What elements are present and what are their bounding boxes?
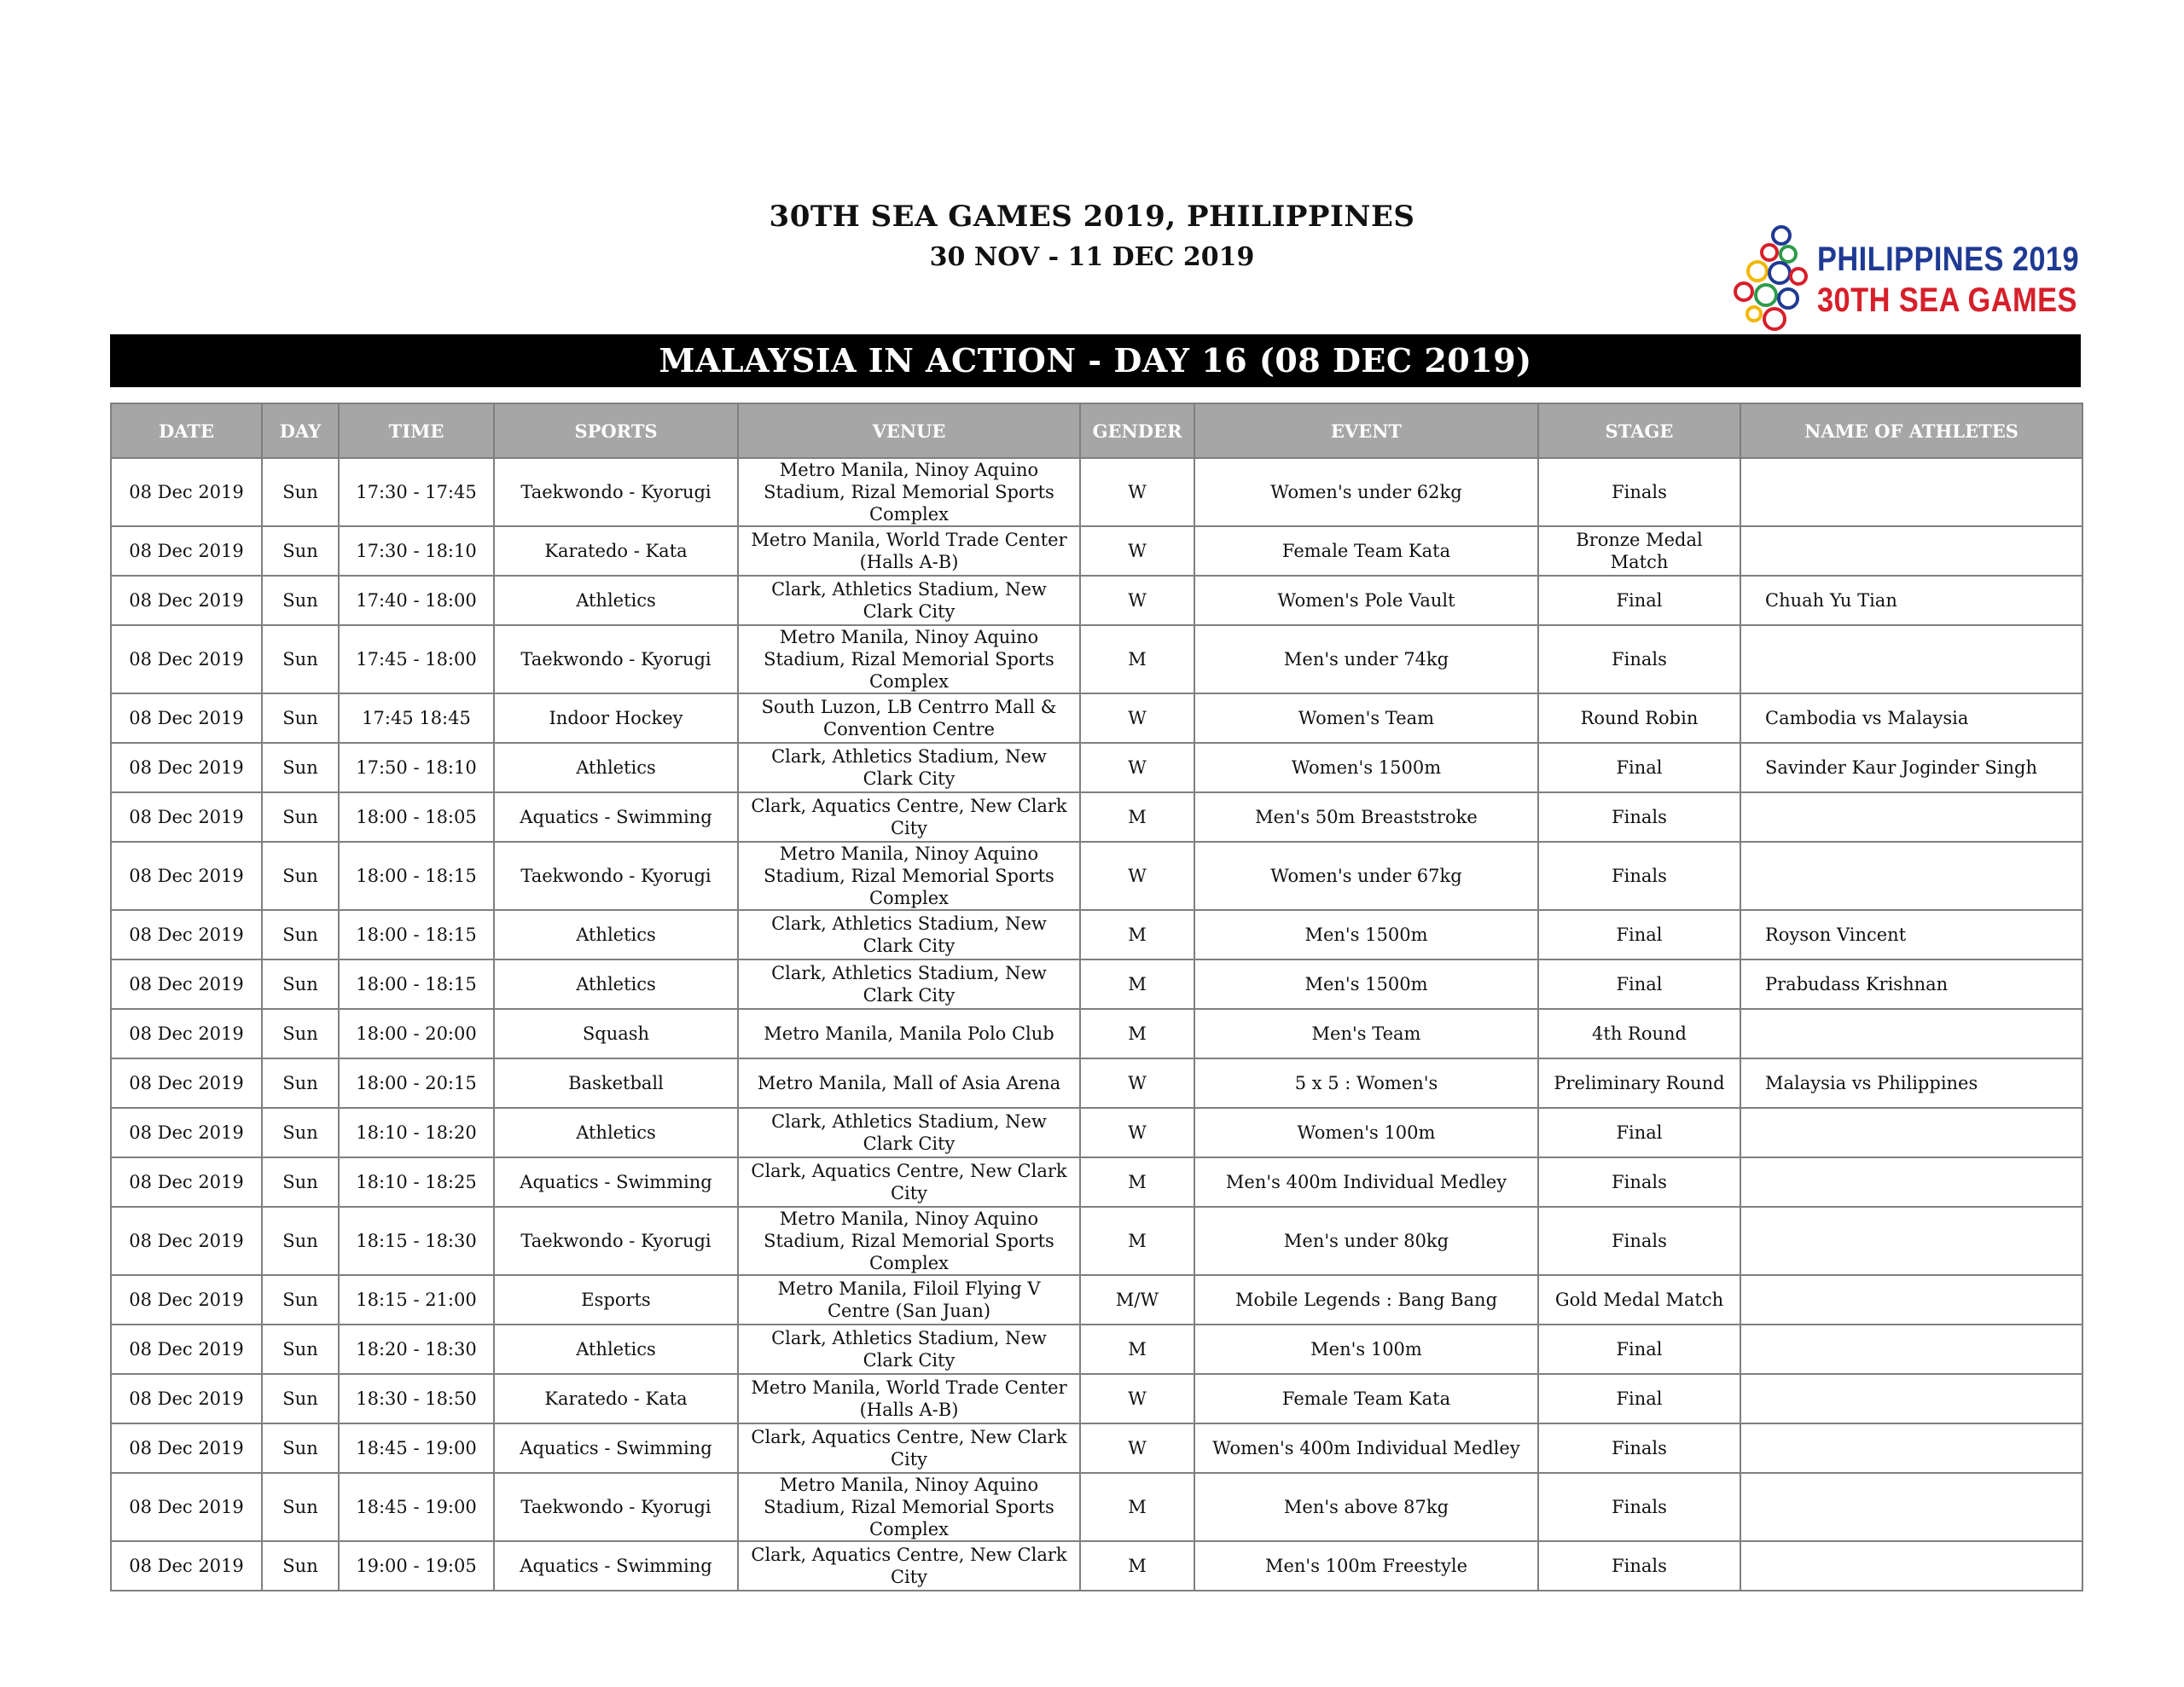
cell-stage: Finals bbox=[1538, 842, 1740, 910]
cell-time: 17:40 - 18:00 bbox=[339, 576, 494, 625]
cell-athletes bbox=[1740, 1108, 2082, 1157]
cell-sport: Aquatics - Swimming bbox=[494, 1157, 738, 1207]
cell-time: 18:15 - 21:00 bbox=[339, 1275, 494, 1325]
cell-venue: Metro Manila, Ninoy Aquino Stadium, Rizal Memorial Sports Complex bbox=[738, 1473, 1080, 1541]
cell-athletes bbox=[1740, 1157, 2082, 1207]
cell-sport: Aquatics - Swimming bbox=[494, 792, 738, 842]
cell-venue: Clark, Athletics Stadium, New Clark City bbox=[738, 1108, 1080, 1157]
cell-time: 19:00 - 19:05 bbox=[339, 1541, 494, 1591]
cell-sport: Athletics bbox=[494, 910, 738, 959]
cell-venue: Clark, Athletics Stadium, New Clark City bbox=[738, 1325, 1080, 1374]
cell-date: 08 Dec 2019 bbox=[111, 1473, 262, 1541]
cell-gender: W bbox=[1080, 1374, 1194, 1423]
column-header-time: TIME bbox=[339, 403, 494, 458]
cell-sport: Karatedo - Kata bbox=[494, 1374, 738, 1423]
cell-sport: Taekwondo - Kyorugi bbox=[494, 458, 738, 526]
cell-sport: Taekwondo - Kyorugi bbox=[494, 842, 738, 910]
cell-event: Female Team Kata bbox=[1194, 1374, 1538, 1423]
cell-time: 18:00 - 20:15 bbox=[339, 1058, 494, 1108]
cell-time: 18:20 - 18:30 bbox=[339, 1325, 494, 1374]
cell-sport: Athletics bbox=[494, 1325, 738, 1374]
cell-stage: Gold Medal Match bbox=[1538, 1275, 1740, 1325]
cell-event: Men's 1500m bbox=[1194, 959, 1538, 1009]
cell-event: Women's under 62kg bbox=[1194, 458, 1538, 526]
cell-time: 17:45 18:45 bbox=[339, 693, 494, 743]
cell-date: 08 Dec 2019 bbox=[111, 1541, 262, 1591]
cell-time: 18:10 - 18:25 bbox=[339, 1157, 494, 1207]
cell-date: 08 Dec 2019 bbox=[111, 959, 262, 1009]
table-row bbox=[111, 458, 2082, 526]
table-row bbox=[111, 1325, 2082, 1374]
cell-time: 17:45 - 18:00 bbox=[339, 625, 494, 693]
cell-athletes: Savinder Kaur Joginder Singh bbox=[1740, 743, 2082, 792]
cell-athletes bbox=[1740, 526, 2082, 576]
cell-athletes bbox=[1740, 1473, 2082, 1541]
column-header-athletes: NAME OF ATHLETES bbox=[1740, 403, 2082, 458]
cell-venue: Clark, Athletics Stadium, New Clark City bbox=[738, 576, 1080, 625]
cell-stage: Final bbox=[1538, 959, 1740, 1009]
cell-gender: M bbox=[1080, 1009, 1194, 1058]
cell-day: Sun bbox=[262, 1473, 339, 1541]
cell-gender: W bbox=[1080, 1423, 1194, 1473]
table-row bbox=[111, 1275, 2082, 1325]
cell-sport: Aquatics - Swimming bbox=[494, 1423, 738, 1473]
sea-games-logo bbox=[1732, 215, 2080, 343]
cell-stage: Finals bbox=[1538, 1207, 1740, 1275]
cell-gender: W bbox=[1080, 1108, 1194, 1157]
cell-event: Female Team Kata bbox=[1194, 526, 1538, 576]
cell-gender: W bbox=[1080, 743, 1194, 792]
cell-day: Sun bbox=[262, 1058, 339, 1108]
cell-date: 08 Dec 2019 bbox=[111, 1423, 262, 1473]
cell-event: Men's 100m bbox=[1194, 1325, 1538, 1374]
schedule-table bbox=[110, 403, 2083, 1591]
cell-gender: W bbox=[1080, 458, 1194, 526]
table-row bbox=[111, 576, 2082, 625]
cell-date: 08 Dec 2019 bbox=[111, 1108, 262, 1157]
table-row bbox=[111, 526, 2082, 576]
cell-stage: Finals bbox=[1538, 792, 1740, 842]
cell-gender: M/W bbox=[1080, 1275, 1194, 1325]
cell-day: Sun bbox=[262, 1207, 339, 1275]
cell-stage: Final bbox=[1538, 1374, 1740, 1423]
cell-day: Sun bbox=[262, 910, 339, 959]
cell-sport: Athletics bbox=[494, 743, 738, 792]
cell-venue: Clark, Aquatics Centre, New Clark City bbox=[738, 1157, 1080, 1207]
cell-athletes bbox=[1740, 1275, 2082, 1325]
cell-event: Men's above 87kg bbox=[1194, 1473, 1538, 1541]
column-header-event: EVENT bbox=[1194, 403, 1538, 458]
cell-day: Sun bbox=[262, 1108, 339, 1157]
logo-text-philippines: PHILIPPINES 2019 bbox=[1817, 241, 2080, 278]
cell-venue: Metro Manila, Manila Polo Club bbox=[738, 1009, 1080, 1058]
cell-stage: Finals bbox=[1538, 458, 1740, 526]
cell-stage: Final bbox=[1538, 576, 1740, 625]
cell-venue: Metro Manila, Ninoy Aquino Stadium, Rizal Memorial Sports Complex bbox=[738, 842, 1080, 910]
cell-event: Women's 1500m bbox=[1194, 743, 1538, 792]
cell-stage: Final bbox=[1538, 743, 1740, 792]
cell-date: 08 Dec 2019 bbox=[111, 625, 262, 693]
cell-event: 5 x 5 : Women's bbox=[1194, 1058, 1538, 1108]
cell-event: Men's under 74kg bbox=[1194, 625, 1538, 693]
document-title: 30TH SEA GAMES 2019, PHILIPPINES bbox=[769, 200, 1415, 234]
cell-date: 08 Dec 2019 bbox=[111, 576, 262, 625]
cell-venue: Clark, Aquatics Centre, New Clark City bbox=[738, 1423, 1080, 1473]
cell-day: Sun bbox=[262, 458, 339, 526]
table-row bbox=[111, 743, 2082, 792]
cell-time: 18:45 - 19:00 bbox=[339, 1423, 494, 1473]
cell-venue: Clark, Athletics Stadium, New Clark City bbox=[738, 743, 1080, 792]
cell-venue: Metro Manila, Ninoy Aquino Stadium, Rizal Memorial Sports Complex bbox=[738, 458, 1080, 526]
cell-day: Sun bbox=[262, 959, 339, 1009]
cell-gender: M bbox=[1080, 1207, 1194, 1275]
cell-sport: Esports bbox=[494, 1275, 738, 1325]
cell-sport: Athletics bbox=[494, 959, 738, 1009]
cell-athletes bbox=[1740, 792, 2082, 842]
cell-sport: Taekwondo - Kyorugi bbox=[494, 1473, 738, 1541]
cell-day: Sun bbox=[262, 1325, 339, 1374]
cell-athletes bbox=[1740, 842, 2082, 910]
table-body bbox=[111, 458, 2082, 1591]
cell-venue: Metro Manila, World Trade Center (Halls A-B) bbox=[738, 1374, 1080, 1423]
table-row bbox=[111, 1374, 2082, 1423]
cell-date: 08 Dec 2019 bbox=[111, 910, 262, 959]
cell-gender: M bbox=[1080, 1473, 1194, 1541]
cell-stage: Finals bbox=[1538, 1157, 1740, 1207]
cell-event: Men's under 80kg bbox=[1194, 1207, 1538, 1275]
cell-stage: Bronze Medal Match bbox=[1538, 526, 1740, 576]
cell-time: 18:00 - 18:15 bbox=[339, 959, 494, 1009]
table-row bbox=[111, 693, 2082, 743]
cell-day: Sun bbox=[262, 576, 339, 625]
day-banner: MALAYSIA IN ACTION - DAY 16 (08 DEC 2019) bbox=[110, 334, 2081, 387]
table-row bbox=[111, 1157, 2082, 1207]
table-row bbox=[111, 792, 2082, 842]
cell-gender: M bbox=[1080, 1325, 1194, 1374]
cell-venue: Metro Manila, Ninoy Aquino Stadium, Rizal Memorial Sports Complex bbox=[738, 1207, 1080, 1275]
cell-day: Sun bbox=[262, 1423, 339, 1473]
cell-sport: Athletics bbox=[494, 576, 738, 625]
table-row bbox=[111, 1009, 2082, 1058]
cell-date: 08 Dec 2019 bbox=[111, 1325, 262, 1374]
column-header-stage: STAGE bbox=[1538, 403, 1740, 458]
cell-day: Sun bbox=[262, 1374, 339, 1423]
table-row bbox=[111, 1473, 2082, 1541]
cell-athletes: Malaysia vs Philippines bbox=[1740, 1058, 2082, 1108]
cell-venue: Clark, Athletics Stadium, New Clark City bbox=[738, 959, 1080, 1009]
table-row bbox=[111, 1423, 2082, 1473]
cell-time: 18:00 - 20:00 bbox=[339, 1009, 494, 1058]
column-header-venue: VENUE bbox=[738, 403, 1080, 458]
rings-logo-icon bbox=[1732, 223, 1817, 343]
cell-date: 08 Dec 2019 bbox=[111, 842, 262, 910]
cell-venue: Clark, Athletics Stadium, New Clark City bbox=[738, 910, 1080, 959]
cell-event: Women's 400m Individual Medley bbox=[1194, 1423, 1538, 1473]
cell-time: 18:15 - 18:30 bbox=[339, 1207, 494, 1275]
cell-date: 08 Dec 2019 bbox=[111, 1374, 262, 1423]
cell-event: Men's 100m Freestyle bbox=[1194, 1541, 1538, 1591]
cell-day: Sun bbox=[262, 1275, 339, 1325]
cell-athletes: Chuah Yu Tian bbox=[1740, 576, 2082, 625]
cell-date: 08 Dec 2019 bbox=[111, 1157, 262, 1207]
table-row bbox=[111, 959, 2082, 1009]
column-header-gender: GENDER bbox=[1080, 403, 1194, 458]
cell-stage: Finals bbox=[1538, 1423, 1740, 1473]
cell-time: 17:30 - 18:10 bbox=[339, 526, 494, 576]
cell-event: Women's under 67kg bbox=[1194, 842, 1538, 910]
cell-day: Sun bbox=[262, 526, 339, 576]
cell-time: 18:45 - 19:00 bbox=[339, 1473, 494, 1541]
cell-event: Men's Team bbox=[1194, 1009, 1538, 1058]
cell-gender: M bbox=[1080, 792, 1194, 842]
cell-day: Sun bbox=[262, 743, 339, 792]
cell-day: Sun bbox=[262, 1541, 339, 1591]
cell-gender: M bbox=[1080, 1157, 1194, 1207]
cell-gender: M bbox=[1080, 959, 1194, 1009]
table-row bbox=[111, 842, 2082, 910]
cell-athletes bbox=[1740, 1325, 2082, 1374]
cell-date: 08 Dec 2019 bbox=[111, 1009, 262, 1058]
cell-event: Men's 400m Individual Medley bbox=[1194, 1157, 1538, 1207]
cell-gender: W bbox=[1080, 842, 1194, 910]
cell-stage: Final bbox=[1538, 1108, 1740, 1157]
cell-athletes bbox=[1740, 1423, 2082, 1473]
cell-stage: Finals bbox=[1538, 625, 1740, 693]
cell-gender: M bbox=[1080, 1541, 1194, 1591]
cell-gender: W bbox=[1080, 693, 1194, 743]
cell-sport: Squash bbox=[494, 1009, 738, 1058]
table-row bbox=[111, 1108, 2082, 1157]
cell-athletes: Royson Vincent bbox=[1740, 910, 2082, 959]
cell-venue: Clark, Aquatics Centre, New Clark City bbox=[738, 1541, 1080, 1591]
cell-venue: Metro Manila, World Trade Center (Halls A-B) bbox=[738, 526, 1080, 576]
cell-sport: Taekwondo - Kyorugi bbox=[494, 1207, 738, 1275]
cell-athletes: Cambodia vs Malaysia bbox=[1740, 693, 2082, 743]
cell-sport: Indoor Hockey bbox=[494, 693, 738, 743]
cell-stage: Round Robin bbox=[1538, 693, 1740, 743]
cell-date: 08 Dec 2019 bbox=[111, 743, 262, 792]
cell-date: 08 Dec 2019 bbox=[111, 1058, 262, 1108]
cell-date: 08 Dec 2019 bbox=[111, 792, 262, 842]
cell-venue: Metro Manila, Filoil Flying V Centre (San Juan) bbox=[738, 1275, 1080, 1325]
cell-venue: Metro Manila, Mall of Asia Arena bbox=[738, 1058, 1080, 1108]
cell-athletes: Prabudass Krishnan bbox=[1740, 959, 2082, 1009]
cell-event: Men's 1500m bbox=[1194, 910, 1538, 959]
cell-sport: Karatedo - Kata bbox=[494, 526, 738, 576]
table-row bbox=[111, 1541, 2082, 1591]
cell-day: Sun bbox=[262, 1009, 339, 1058]
cell-time: 17:50 - 18:10 bbox=[339, 743, 494, 792]
cell-gender: W bbox=[1080, 1058, 1194, 1108]
cell-time: 17:30 - 17:45 bbox=[339, 458, 494, 526]
table-row bbox=[111, 625, 2082, 693]
cell-venue: South Luzon, LB Centrro Mall & Convention Centre bbox=[738, 693, 1080, 743]
cell-stage: Final bbox=[1538, 1325, 1740, 1374]
cell-venue: Clark, Aquatics Centre, New Clark City bbox=[738, 792, 1080, 842]
cell-event: Women's Pole Vault bbox=[1194, 576, 1538, 625]
cell-sport: Basketball bbox=[494, 1058, 738, 1108]
cell-event: Men's 50m Breaststroke bbox=[1194, 792, 1538, 842]
cell-athletes bbox=[1740, 1207, 2082, 1275]
logo-text-sea-games: 30TH SEA GAMES bbox=[1817, 281, 2077, 319]
cell-event: Mobile Legends : Bang Bang bbox=[1194, 1275, 1538, 1325]
column-header-date: DATE bbox=[111, 403, 262, 458]
table-row bbox=[111, 1058, 2082, 1108]
cell-time: 18:00 - 18:15 bbox=[339, 910, 494, 959]
cell-venue: Metro Manila, Ninoy Aquino Stadium, Rizal Memorial Sports Complex bbox=[738, 625, 1080, 693]
cell-event: Women's Team bbox=[1194, 693, 1538, 743]
cell-gender: W bbox=[1080, 526, 1194, 576]
document-dates: 30 NOV - 11 DEC 2019 bbox=[929, 242, 1255, 272]
cell-stage: Finals bbox=[1538, 1473, 1740, 1541]
cell-stage: Final bbox=[1538, 910, 1740, 959]
cell-date: 08 Dec 2019 bbox=[111, 458, 262, 526]
cell-stage: Finals bbox=[1538, 1541, 1740, 1591]
cell-sport: Athletics bbox=[494, 1108, 738, 1157]
cell-sport: Aquatics - Swimming bbox=[494, 1541, 738, 1591]
column-header-sports: SPORTS bbox=[494, 403, 738, 458]
cell-day: Sun bbox=[262, 842, 339, 910]
cell-day: Sun bbox=[262, 625, 339, 693]
cell-stage: 4th Round bbox=[1538, 1009, 1740, 1058]
cell-gender: M bbox=[1080, 625, 1194, 693]
cell-event: Women's 100m bbox=[1194, 1108, 1538, 1157]
cell-date: 08 Dec 2019 bbox=[111, 693, 262, 743]
cell-athletes bbox=[1740, 458, 2082, 526]
cell-day: Sun bbox=[262, 1157, 339, 1207]
column-header-day: DAY bbox=[262, 403, 339, 458]
cell-time: 18:10 - 18:20 bbox=[339, 1108, 494, 1157]
cell-gender: W bbox=[1080, 576, 1194, 625]
table-row bbox=[111, 910, 2082, 959]
cell-day: Sun bbox=[262, 792, 339, 842]
cell-athletes bbox=[1740, 1009, 2082, 1058]
cell-time: 18:30 - 18:50 bbox=[339, 1374, 494, 1423]
cell-time: 18:00 - 18:15 bbox=[339, 842, 494, 910]
cell-time: 18:00 - 18:05 bbox=[339, 792, 494, 842]
cell-date: 08 Dec 2019 bbox=[111, 1207, 262, 1275]
cell-athletes bbox=[1740, 625, 2082, 693]
cell-date: 08 Dec 2019 bbox=[111, 1275, 262, 1325]
cell-date: 08 Dec 2019 bbox=[111, 526, 262, 576]
cell-athletes bbox=[1740, 1374, 2082, 1423]
cell-day: Sun bbox=[262, 693, 339, 743]
cell-sport: Taekwondo - Kyorugi bbox=[494, 625, 738, 693]
table-row bbox=[111, 1207, 2082, 1275]
cell-athletes bbox=[1740, 1541, 2082, 1591]
cell-stage: Preliminary Round bbox=[1538, 1058, 1740, 1108]
table-header-row bbox=[111, 403, 2082, 458]
cell-gender: M bbox=[1080, 910, 1194, 959]
